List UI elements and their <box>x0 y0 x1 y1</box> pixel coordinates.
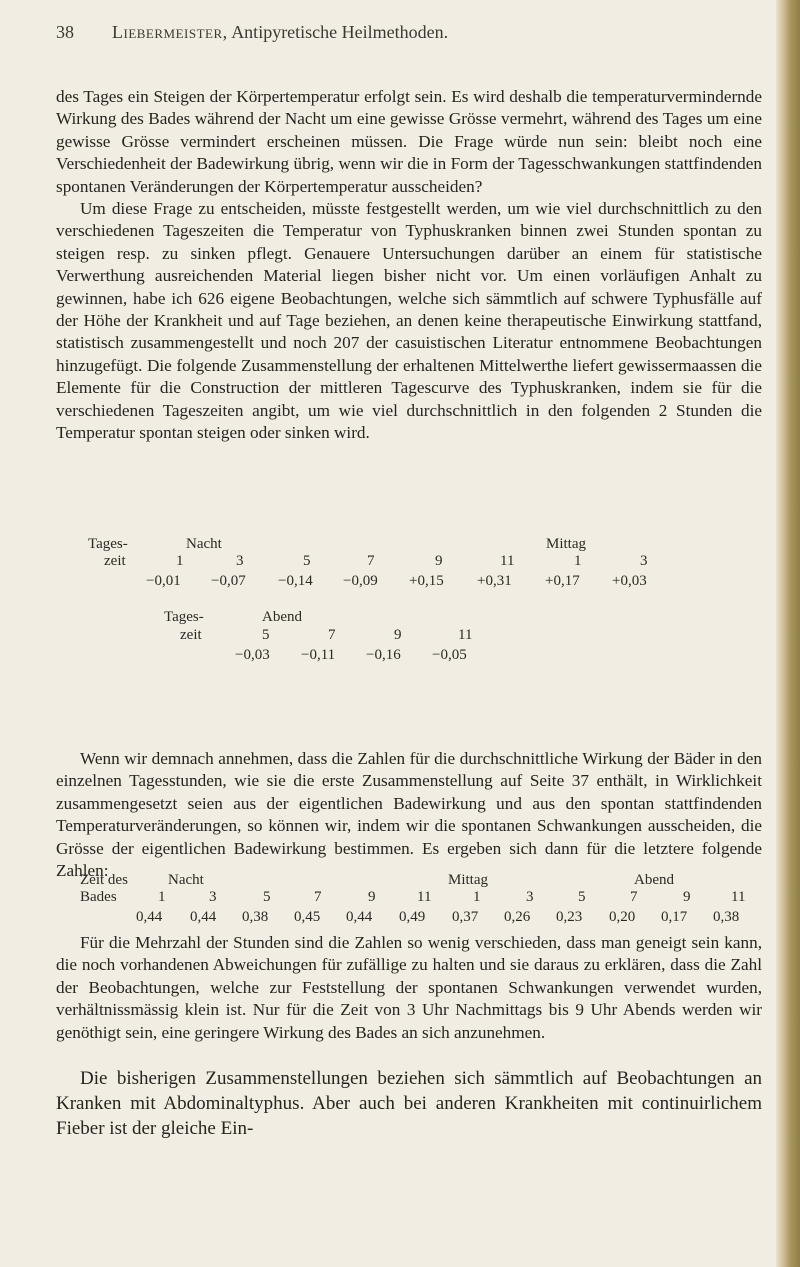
table2-value: 0,44 <box>136 909 163 925</box>
table2-hour: 3 <box>209 889 217 905</box>
paragraph-question: Um diese Frage zu entscheiden, müsste festgestellt werden, um wie viel durchschnittlich zu den verschiedenen Tageszeiten die Temperatur von Typhuskranken binnen zwei Stunden spontan zu steigen resp. zu sinken pflegt. Genauere Untersuchungen darüber an einem für statistische Verwerthung ausreichenden Material liegen bisher nicht vor. Um einen vorläufigen Anhalt zu gewinnen, habe ich 626 eigene Beobachtungen, welche sich sämmtlich auf schwere Typhusfälle auf der Höhe der Krankheit und auf Tage beziehen, an denen keine therapeutische Einwirkung stattfand, statistisch zusammengestellt und noch 207 der casuistischen Literatur entnommene Beobachtungen hinzugefügt. Die folgende Zusammenstellung der erhaltenen Mittelwerthe liefert gewissermaassen die Elemente für die Construction der mittleren Tagescurve des Typhuskranken, indem sie für die verschiedenen Tageszeiten angibt, um wie viel durchschnittlich in den folgenden 2 Stunden die Temperatur spontan steigen oder sinken wird. <box>56 199 762 443</box>
table1-hour: 1 <box>176 553 184 569</box>
paragraph-1 <box>56 86 762 445</box>
author-name: Liebermeister, <box>112 22 228 42</box>
table1-label-2b: zeit <box>180 627 202 643</box>
table1-value: +0,17 <box>545 573 580 589</box>
paragraph-2: Wenn wir demnach annehmen, dass die Zahlen für die durchschnittliche Wirkung der Bäder in den einzelnen Tagesstunden, wie sie die erste Zusammenstellung auf Seite 37 enthält, in Wirklichkeit zusammengesetzt seien aus der eigentlichen Badewirkung und aus den spontan stattfindenden Temperaturveränderungen, so können wir, indem wir die spontanen Schwankungen ausscheiden, die Grösse der eigentlichen Badewirkung bestimmen. Es ergeben sich dann für die letztere folgende Zahlen: <box>56 749 762 881</box>
table2-value: 0,38 <box>713 909 740 925</box>
table1-label-1b: Tages- <box>164 609 204 625</box>
table2-value: 0,37 <box>452 909 479 925</box>
page-edge <box>776 0 800 1267</box>
table2-value: 0,26 <box>504 909 531 925</box>
table2-hour: 7 <box>314 889 322 905</box>
table2-hour: 1 <box>473 889 481 905</box>
table2-hour: 11 <box>731 889 746 905</box>
table2-hour: 11 <box>417 889 432 905</box>
table2-value: 0,44 <box>346 909 373 925</box>
table1-value: −0,16 <box>366 647 401 663</box>
table2-hour: 1 <box>158 889 166 905</box>
table1-value: −0,07 <box>211 573 246 589</box>
running-title <box>112 22 448 43</box>
table1-hour: 3 <box>640 553 648 569</box>
table2-label-1: Zeit des <box>80 872 128 888</box>
table1-value: −0,09 <box>343 573 378 589</box>
table1-value: −0,14 <box>278 573 313 589</box>
table1-hour: 11 <box>458 627 473 643</box>
table1-group-night: Nacht <box>186 536 222 552</box>
table1-hour: 7 <box>367 553 375 569</box>
table2-group-noon: Mittag <box>448 872 488 888</box>
table2-label-2: Bades <box>80 889 117 905</box>
table1-value: +0,31 <box>477 573 512 589</box>
table1-value: −0,11 <box>301 647 336 663</box>
table1-hour: 5 <box>262 627 270 643</box>
table2-value: 0,49 <box>399 909 426 925</box>
table1-hour: 1 <box>574 553 582 569</box>
table2-hour: 5 <box>578 889 586 905</box>
table2-hour: 9 <box>683 889 691 905</box>
paragraph-continuation: des Tages ein Steigen der Körpertemperatur erfolgt sein. Es wird deshalb die temperaturvermindernde Wirkung des Bades während der Nacht um eine gewisse Grösse vermehrt, während des Tages um eine gewisse Grösse vermindert erscheinen müssen. Die Frage würde nun sein: bleibt noch eine Verschiedenheit der Badewirkung übrig, wenn wir die in Form der Tagesschwankungen stattfindenden spontanen Veränderungen der Körpertemperatur ausscheiden? <box>56 87 762 196</box>
table1-label-2: zeit <box>104 553 126 569</box>
table2-hour: 9 <box>368 889 376 905</box>
table2-value: 0,20 <box>609 909 636 925</box>
table1-value: −0,01 <box>146 573 181 589</box>
table2-hour: 3 <box>526 889 534 905</box>
table1-label-1: Tages- <box>88 536 128 552</box>
running-header <box>56 22 740 52</box>
table1-hour: 5 <box>303 553 311 569</box>
table1-hour: 11 <box>500 553 515 569</box>
table2-value: 0,44 <box>190 909 217 925</box>
table1-value: −0,03 <box>235 647 270 663</box>
table2-value: 0,17 <box>661 909 688 925</box>
table1-group-evening: Abend <box>262 609 302 625</box>
table1-group-noon: Mittag <box>546 536 586 552</box>
page-number: 38 <box>56 22 74 42</box>
table2-group-evening: Abend <box>634 872 674 888</box>
table2-hour: 7 <box>630 889 638 905</box>
table1-value: +0,15 <box>409 573 444 589</box>
table2-value: 0,45 <box>294 909 321 925</box>
paragraph-4: Die bisherigen Zusammenstellungen beziehen sich sämmtlich auf Beobachtungen an Kranken mit Abdominaltyphus. Aber auch bei anderen Krankheiten mit continuirlichem Fieber ist der gleiche Ein- <box>56 1068 762 1139</box>
table1-hour: 9 <box>435 553 443 569</box>
table1-value: +0,03 <box>612 573 647 589</box>
table1-hour: 7 <box>328 627 336 643</box>
table2-group-night: Nacht <box>168 872 204 888</box>
table2-hour: 5 <box>263 889 271 905</box>
table1-hour: 9 <box>394 627 402 643</box>
table2-value: 0,38 <box>242 909 269 925</box>
table2-value: 0,23 <box>556 909 583 925</box>
table1-value: −0,05 <box>432 647 467 663</box>
paragraph-3: Für die Mehrzahl der Stunden sind die Zahlen so wenig verschieden, dass man geneigt sein kann, die noch vorhandenen Abweichungen für zufällige zu halten und sie daraus zu erklären, dass die Zahl der Beobachtungen, welche zur Feststellung der spontanen Schwankungen verwendet wurden, verhältnissmässig klein ist. Nur für die Zeit von 3 Uhr Nachmittags bis 9 Uhr Abends werden wir genöthigt sein, eine geringere Wirkung des Bades an sich anzunehmen. <box>56 933 762 1042</box>
table1-hour: 3 <box>236 553 244 569</box>
chapter-title: Antipyretische Heilmethoden. <box>231 22 449 42</box>
